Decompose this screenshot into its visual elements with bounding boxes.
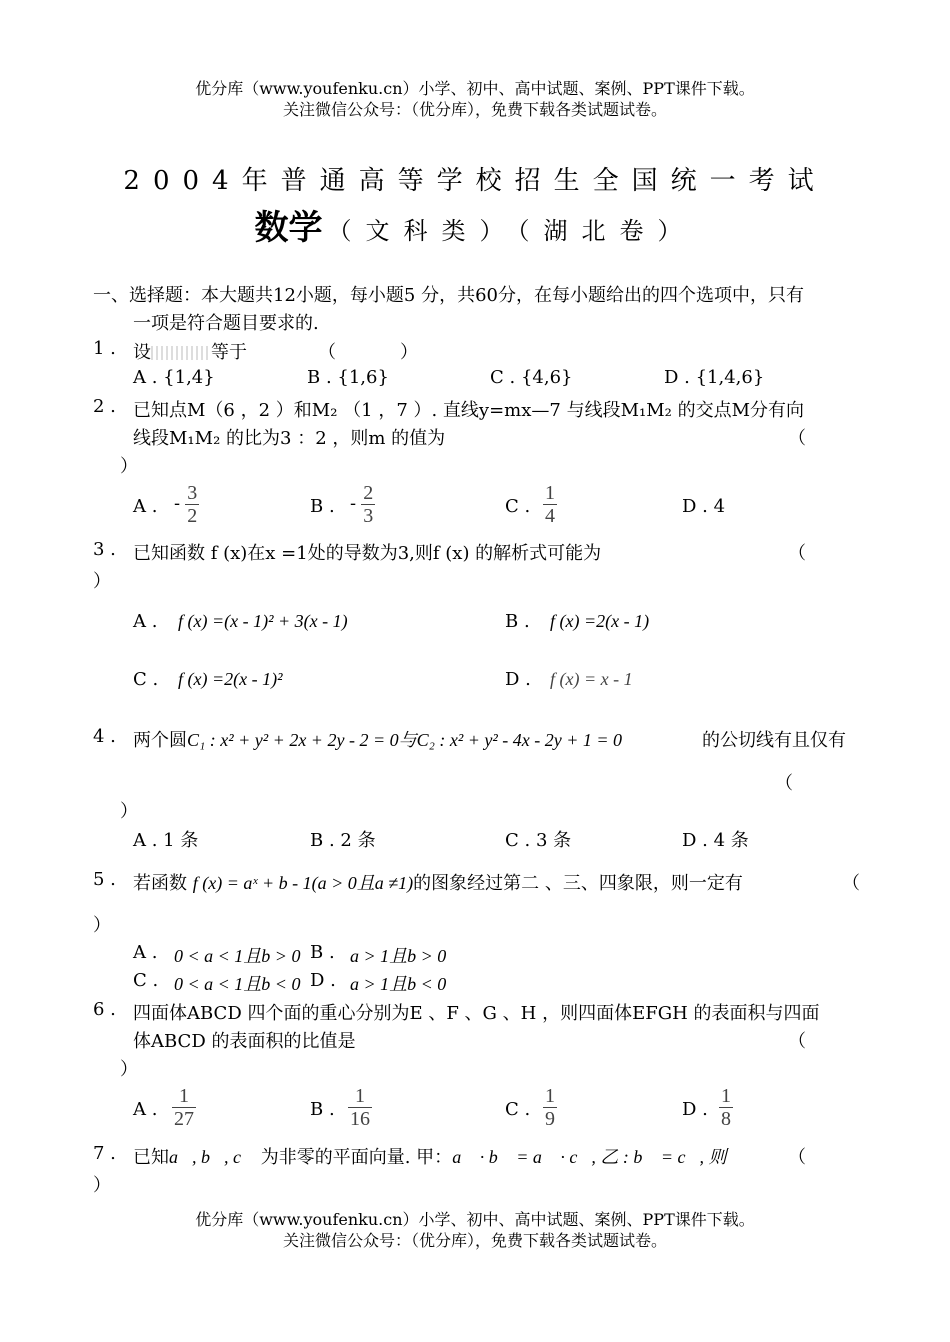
q5-pre: 若函数 [133, 873, 187, 894]
q2-a-num: 3 [187, 482, 198, 504]
q7-formula: a⃗ · b⃗ = a⃗ · c⃗, 乙 : b⃗ = c⃗, 则 [452, 1147, 727, 1167]
footer-line-2: 关注微信公众号：（优分库），免费下载各类试题试卷。 [282, 1231, 667, 1250]
q6-paren-close: ） [120, 1059, 138, 1080]
exam-title: 2004年普通高等学校招生全国统一考试 [123, 166, 827, 196]
q3-option-d-label: D . [505, 669, 531, 690]
q1-number: 1 . [93, 338, 116, 359]
q5-stem [133, 869, 743, 895]
q4-option-d: D . 4 条 [682, 830, 749, 851]
q4-option-b: B . 2 条 [310, 830, 376, 851]
q6-d-fraction [719, 1085, 733, 1130]
exam-subtitle [0, 200, 950, 249]
subtitle-label: （文科类）（湖北卷） [327, 217, 696, 245]
q2-c-num: 1 [545, 482, 555, 504]
q5-post: 的图象经过第二 、三、四象限，则一定有 [413, 873, 743, 894]
q2-a-fraction [185, 482, 199, 527]
q5-option-c: 0 < a < 1且b < 0 [174, 974, 301, 994]
q2-a-den: 2 [187, 505, 198, 527]
q2-paren-open: （ [788, 428, 806, 449]
q6-b-den: 16 [350, 1108, 370, 1130]
q5-option-a: 0 < a < 1且b > 0 [174, 946, 301, 966]
q2-option-b [350, 482, 375, 527]
q6-d-den: 8 [721, 1108, 731, 1130]
q6-option-b [348, 1085, 372, 1130]
q1-formula-image [151, 346, 211, 360]
section-intro-2: 一项是符合题目要求的. [133, 313, 319, 334]
q2-number: 2 . [93, 396, 116, 417]
q2-option-a [174, 482, 199, 527]
q4-post: 的公切线有且仅有 [702, 730, 846, 751]
q7-number: 7 . [93, 1143, 116, 1164]
q6-d-num: 1 [721, 1085, 731, 1107]
q2-c-den: 4 [545, 505, 555, 527]
q6-b-fraction [348, 1085, 372, 1130]
q4-option-c: C . 3 条 [505, 830, 572, 851]
q6-option-d-label: D . [682, 1099, 708, 1120]
section-intro-1: 一、选择题：本大题共12小题，每小题5 分，共60分，在每小题给出的四个选项中，只有 [93, 285, 804, 306]
q7-paren-close: ） [93, 1175, 111, 1196]
q2-option-c [543, 482, 557, 527]
footer-line-1: 优分库（www.youfenku.cn）小学、初中、高中试题、案例、PPT课件下载。 [195, 1210, 755, 1229]
q6-option-c [543, 1085, 557, 1130]
q2-line-2: 线段M₁M₂ 的比为3 ：2 ，则m 的值为 [133, 428, 446, 449]
q5-paren-close: ） [93, 915, 111, 936]
q5-paren-open: （ [842, 873, 860, 894]
q6-c-num: 1 [545, 1085, 555, 1107]
q3-number: 3 . [93, 539, 116, 560]
q1-paren-open: （ [318, 342, 336, 363]
q6-option-d [719, 1085, 733, 1130]
q1-option-a: A . {1,4} [133, 367, 215, 388]
q6-paren-open: （ [788, 1031, 806, 1052]
q2-line-1: 已知点M（6 ，2 ）和M₂ （1 ，7 ）. 直线y=mx—7 与线段M₁M₂ 的交点M分有向 [133, 400, 805, 421]
q7-paren-open: （ [788, 1147, 806, 1168]
q7-pre: 已知 [133, 1147, 169, 1168]
q1-option-b: B . {1,6} [307, 367, 389, 388]
q4-stem [133, 726, 622, 752]
q1-pre: 设 [133, 342, 151, 363]
q3-option-d: f (x) = x - 1 [550, 669, 633, 689]
q1-paren-close: ） [400, 342, 418, 363]
q2-b-fraction [361, 482, 375, 527]
q4-number: 4 . [93, 726, 116, 747]
q6-line-2: 体ABCD 的表面积的比值是 [133, 1031, 356, 1052]
q2-b-den: 3 [363, 505, 374, 527]
q6-b-num: 1 [355, 1085, 365, 1107]
q2-b-sign: - [350, 493, 357, 514]
q2-option-d: D . 4 [682, 496, 726, 517]
q5-option-b-label: B . [310, 942, 335, 963]
q3-option-b-label: B . [505, 611, 530, 632]
q5-option-a-label: A . [133, 942, 158, 963]
q2-option-c-label: C . [505, 496, 531, 517]
q3-option-a: f (x) =(x - 1)² + 3(x - 1) [178, 611, 348, 631]
q2-a-sign: - [174, 493, 181, 514]
q1-stem [133, 338, 247, 364]
q6-number: 6 . [93, 999, 116, 1020]
q3-paren-close: ） [93, 571, 111, 592]
q3-stem: 已知函数 f (x)在x =1处的导数为3,则f (x) 的解析式可能为 [133, 543, 602, 564]
q6-c-fraction [543, 1085, 557, 1130]
q3-paren-open: （ [788, 543, 806, 564]
q6-line-1: 四面体ABCD 四个面的重心分别为E 、F 、G 、H ，则四面体EFGH 的表面积与四面 [133, 1003, 820, 1024]
q6-option-a [172, 1085, 196, 1130]
q5-option-d-label: D . [310, 970, 336, 991]
q7-stem [133, 1143, 726, 1169]
q5-option-c-label: C . [133, 970, 159, 991]
q6-a-num: 1 [179, 1085, 189, 1107]
header-line-2: 关注微信公众号：（优分库），免费下载各类试题试卷。 [282, 100, 667, 119]
q6-option-a-label: A . [133, 1099, 158, 1120]
q1-option-c: C . {4,6} [490, 367, 573, 388]
q6-a-fraction [172, 1085, 196, 1130]
q6-option-c-label: C . [505, 1099, 531, 1120]
header-line-1: 优分库（www.youfenku.cn）小学、初中、高中试题、案例、PPT课件下载。 [195, 79, 755, 98]
q2-option-a-label: A . [133, 496, 158, 517]
q1-option-d: D . {1,4,6} [664, 367, 765, 388]
q4-formula: C₁ : x² + y² + 2x + 2y - 2 = 0与C₂ : x² + y² - 4x - 2y + 1 = 0 [187, 730, 623, 750]
q3-option-c-label: C . [133, 669, 159, 690]
subject-label: 数学 [254, 208, 323, 248]
q3-option-a-label: A . [133, 611, 158, 632]
q2-paren-close: ） [120, 456, 138, 477]
q4-pre: 两个圆 [133, 730, 187, 751]
q2-c-fraction [543, 482, 557, 527]
q5-number: 5 . [93, 869, 116, 890]
q5-option-d: a > 1且b < 0 [350, 974, 447, 994]
q3-option-c: f (x) =2(x - 1)² [178, 669, 283, 689]
q4-option-a: A . 1 条 [133, 830, 199, 851]
q2-b-num: 2 [363, 482, 374, 504]
q7-mid: 为非零的平面向量. 甲： [260, 1147, 453, 1168]
q6-option-b-label: B . [310, 1099, 335, 1120]
q5-option-b: a > 1且b > 0 [350, 946, 447, 966]
q6-c-den: 9 [545, 1108, 555, 1130]
q1-post: 等于 [211, 342, 247, 363]
q4-paren-close: ） [120, 801, 138, 822]
q3-option-b: f (x) =2(x - 1) [550, 611, 650, 631]
q6-a-den: 27 [174, 1108, 194, 1130]
q4-paren-open: （ [775, 773, 793, 794]
q2-option-b-label: B . [310, 496, 335, 517]
q5-formula: f (x) = aˣ + b - 1(a > 0且a ≠1) [192, 873, 414, 893]
q7-vectors: a⃗, b⃗, c⃗ [169, 1147, 255, 1167]
